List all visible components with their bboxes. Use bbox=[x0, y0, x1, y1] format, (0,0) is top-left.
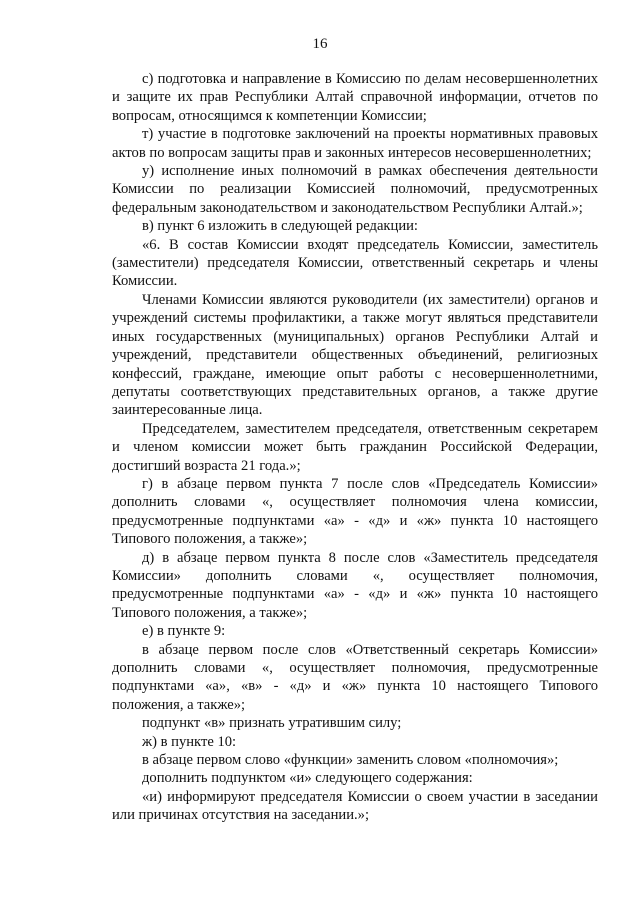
paragraph-zh-item-10: ж) в пункте 10: bbox=[142, 733, 237, 750]
paragraph-d-item-8: д) в абзаце первом пункта 8 после слов «Заместитель председателя Комиссии» дополнить словами «, осуществляет полномочия, предусмотренные подпунктами «а» - «д» и «ж» пункта 10 настоящего Типового положения, а также»; bbox=[112, 549, 598, 621]
paragraph-add-subitem-i: дополнить подпунктом «и» следующего содержания: bbox=[142, 770, 473, 787]
paragraph-item-6-composition: «6. В состав Комиссии входят председатель Комиссии, заместитель (заместители) председателя Комиссии, ответственный секретарь и члены Комиссии. bbox=[112, 236, 598, 290]
paragraph-members: Членами Комиссии являются руководители (их заместители) органов и учреждений системы профилактики, а также могут являться представители иных государственных (муниципальных) органов Республики Алтай и учреждений, представители общественных объединений, религиозных конфессий, граждане, имеющие опыт работы с несовершеннолетними, депутаты соответствующих представительных органов, а также другие заинтересованные лица. bbox=[112, 291, 598, 419]
paragraph-g-item-7: г) в абзаце первом пункта 7 после слов «Председатель Комиссии» дополнить словами «, осуществляет полномочия члена комиссии, предусмотренные подпунктами «а» - «д» и «ж» пункта 10 настоящего Типового положения, а также»; bbox=[112, 475, 598, 548]
paragraph-e-item-9: е) в пункте 9: bbox=[142, 623, 226, 640]
paragraph-secretary: в абзаце первом после слов «Ответственный секретарь Комиссии» дополнить словами «, осуществляет полномочия, предусмотренные подпунктами «а», «в» - «д» и «ж» пункта 10 настоящего Типового положения, а также»; bbox=[112, 641, 598, 713]
paragraph-s: с) подготовка и направление в Комиссию по делам несовершеннолетних и защите их прав Республики Алтай справочной информации, отчетов по вопросам, относящимся к компетенции Комиссии; bbox=[112, 71, 598, 124]
document-body bbox=[112, 70, 598, 825]
paragraph-functions-replace: в абзаце первом слово «функции» заменить словом «полномочия»; bbox=[142, 752, 559, 769]
page-number: 16 bbox=[312, 36, 328, 52]
paragraph-u: у) исполнение иных полномочий в рамках обеспечения деятельности Комиссии по реализации Комиссией полномочий, предусмотренных федеральным законодательством и законодательством Республики Алтай.»; bbox=[112, 163, 598, 216]
paragraph-v-item-6: в) пункт 6 изложить в следующей редакции: bbox=[142, 218, 418, 235]
paragraph-eligibility: Председателем, заместителем председателя, ответственным секретарем и членом комиссии может быть гражданин Российской Федерации, достигший возраста 21 года.»; bbox=[112, 420, 598, 474]
paragraph-t: т) участие в подготовке заключений на проекты нормативных правовых актов по вопросам защиты прав и законных интересов несовершеннолетних; bbox=[112, 126, 598, 161]
paragraph-subitem-v-void: подпункт «в» признать утратившим силу; bbox=[142, 715, 402, 732]
paragraph-subitem-i: «и) информируют председателя Комиссии о своем участии в заседании или причинах отсутствия на заседании.»; bbox=[112, 788, 598, 824]
